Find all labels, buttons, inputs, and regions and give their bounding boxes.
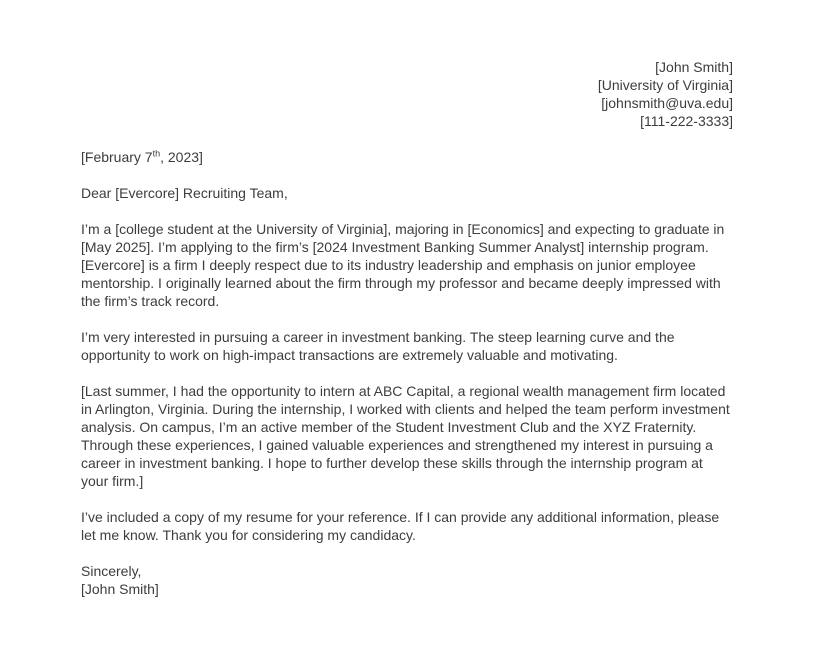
body-paragraph-interest: I’m very interested in pursuing a career in investment banking. The steep learning curve and the opportunity to work on high-impact transactions are extremely valuable and motivating. (81, 329, 675, 363)
sender-school: [University of Virginia] (597, 77, 733, 93)
salutation: Dear [Evercore] Recruiting Team, (81, 185, 288, 201)
closing-block (81, 562, 733, 598)
body-paragraph-intro: I’m a [college student at the University of Virginia], majoring in [Economics] and expecting to graduate in [May 2025]. I’m applying to the firm’s [2024 Investment Banking Summer Analyst] internship program. [Evercore] is a firm I deeply respect due to its industry leadership and emphasis on junior employee mentorship. I originally learned about the firm through my professor and became deeply impressed with the firm’s track record. (81, 221, 725, 309)
cover-letter-page (81, 0, 733, 598)
date-prefix: [February 7 (81, 149, 153, 165)
valediction: Sincerely, (81, 563, 142, 579)
body-paragraph-resume: I’ve included a copy of my resume for your reference. If I can provide any additional information, please let me know. Thank you for considering my candidacy. (81, 509, 720, 543)
sender-phone: [111-222-3333] (640, 113, 733, 129)
body-paragraph-experience: [Last summer, I had the opportunity to intern at ABC Capital, a regional wealth management firm located in Arlington, Virginia. During the internship, I worked with clients and helped the team perform investment analysis. On campus, I’m an active member of the Student Investment Club and the XYZ Fraternity. Through these experiences, I gained valuable experiences and strengthened my interest in pursuing a career in investment banking. I hope to further develop these skills through the internship program at your firm.] (81, 383, 730, 489)
date-ordinal-superscript: th (152, 148, 161, 159)
sender-contact-block (81, 58, 733, 130)
signature-name: [John Smith] (81, 581, 159, 597)
date-line (81, 148, 733, 166)
sender-email: [johnsmith@uva.edu] (601, 95, 733, 111)
sender-name: [John Smith] (655, 59, 733, 75)
date-suffix: , 2023] (160, 149, 203, 165)
